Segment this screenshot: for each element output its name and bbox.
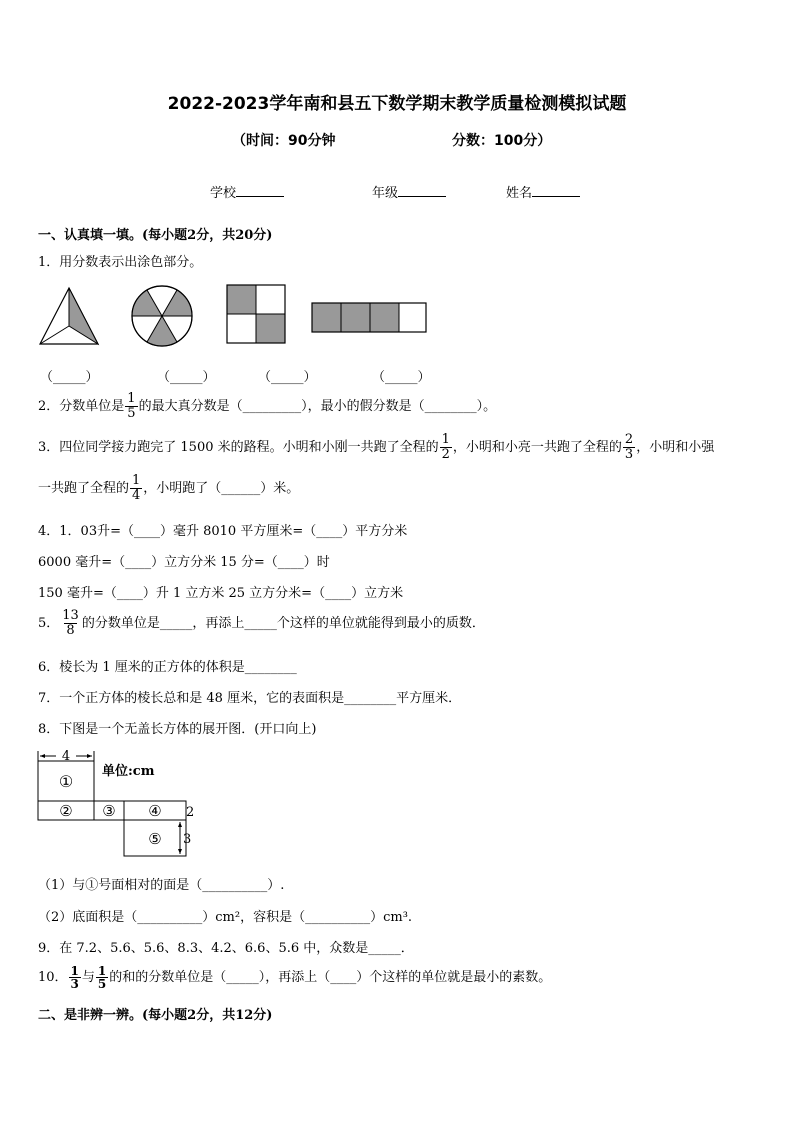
answer-blank-1[interactable]: （_____）: [40, 370, 99, 385]
name-label: 姓名: [506, 186, 533, 201]
school-label: 学校: [210, 186, 237, 201]
triangle-figure: [40, 288, 98, 344]
grade-blank: [398, 184, 446, 197]
question-3-line-2: 一共跑了全程的 $\frac{1}{4}$ ，小明跑了（______）米。: [38, 473, 300, 503]
name-blank: [532, 184, 580, 197]
question-1: 1．用分数表示出涂色部分。: [38, 255, 203, 270]
question-1-figures: [36, 284, 436, 350]
question-4-line-1: 4．1．03升=（____）毫升 8010 平方厘米=（____）平方分米: [38, 524, 408, 539]
question-4-line-3: 150 毫升=（____）升 1 立方米 25 立方分米=（____）立方米: [38, 586, 404, 601]
fraction-one-quarter: $\frac{1}{4}$: [132, 473, 141, 503]
fraction-one-fifth: $\frac{1}{5}$: [127, 391, 136, 421]
question-8: 8．下图是一个无盖长方体的展开图．(开口向上): [38, 722, 317, 737]
question-10: 10． $\frac{1}{3}$ 与 $\frac{1}{5}$ 的和的分数单位是（_____），再添上（____）个这样的单位就是最小的素数。: [38, 964, 552, 991]
question-5: 5． $\frac{13}{8}$ 的分数单位是_____，再添上_____个这样的单位就能得到最小的质数．: [38, 608, 485, 638]
section-1-heading: 一、认真填一填。(每小题2分，共20分): [38, 228, 273, 243]
section-2-heading: 二、是非辨一辨。(每小题2分，共12分): [38, 1008, 273, 1023]
dimension-4: 4: [61, 749, 71, 764]
question-9: 9．在 7.2、5.6、5.6、8.3、4.2、6.6、5.6 中，众数是_____．: [38, 941, 414, 956]
dimension-2: 2: [186, 805, 195, 820]
answer-blank-4[interactable]: （_____）: [372, 370, 431, 385]
answer-blank-2[interactable]: （_____）: [157, 370, 216, 385]
question-8-part-1: （1）与①号面相对的面是（__________）.: [38, 878, 285, 893]
page-title: 2022-2023学年南和县五下数学期末教学质量检测模拟试题: [167, 94, 627, 114]
question-2-text-a: 2．分数单位是: [38, 399, 125, 414]
fraction-two-thirds: $\frac{2}{3}$: [624, 432, 634, 462]
fraction-one-third: $\frac{1}{3}$: [70, 964, 79, 991]
name-field: [506, 182, 580, 201]
face-2: ②: [59, 802, 73, 820]
fraction-one-fifth-b: $\frac{1}{5}$: [97, 964, 107, 991]
face-4: ④: [148, 802, 162, 820]
fraction-one-half: $\frac{1}{2}$: [441, 432, 450, 462]
grade-label: 年级: [372, 186, 399, 201]
dimension-3: 3: [183, 832, 192, 847]
grade-field: [372, 182, 446, 201]
school-field: [210, 182, 284, 201]
question-4-line-2: 6000 毫升=（____）立方分米 15 分=（____）时: [38, 555, 330, 570]
question-8-part-2: （2）底面积是（__________）cm²，容积是（__________）cm³.: [38, 910, 413, 925]
question-6: 6．棱长为 1 厘米的正方体的体积是________: [38, 660, 297, 675]
question-3-line-1: 3．四位同学接力跑完了 1500 米的路程。小明和小刚一共跑了全程的 $\frac{1}{2}$ ，小明和小亮一共跑了全程的 $\frac{2}{3}$ ，小明和小强: [38, 432, 715, 462]
circle-figure: [132, 286, 192, 346]
question-2-text-b: 的最大真分数是（_________），最小的假分数是（________）。: [138, 399, 497, 414]
school-blank: [236, 184, 284, 197]
question-2: [38, 392, 496, 421]
fraction-thirteen-eighths: $\frac{13}{8}$: [62, 608, 79, 638]
score-label: 分数：100分）: [452, 133, 552, 149]
rectangle-figure: [312, 303, 426, 332]
face-3: ③: [102, 802, 116, 820]
question-7: 7．一个正方体的棱长总和是 48 厘米，它的表面积是________平方厘米．: [38, 691, 462, 706]
face-1: ①: [58, 772, 74, 791]
square-figure: [227, 285, 285, 343]
unit-label: 单位:cm: [102, 764, 155, 779]
time-label: （时间：90分钟: [232, 133, 336, 149]
answer-blank-3[interactable]: （_____）: [258, 370, 317, 385]
face-5: ⑤: [148, 830, 162, 848]
